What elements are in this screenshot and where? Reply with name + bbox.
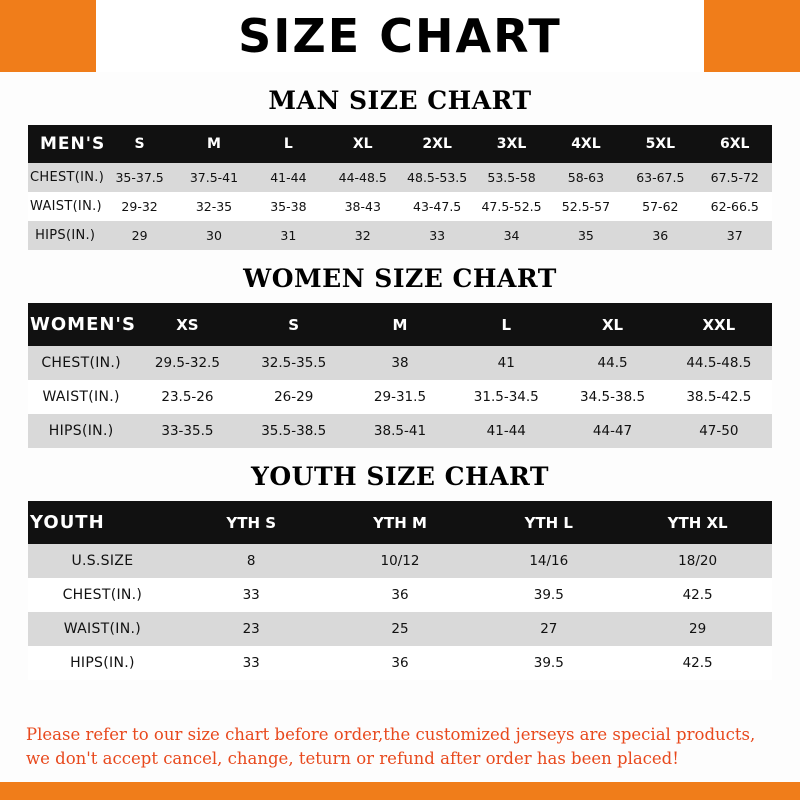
table-row: [28, 612, 772, 646]
cell: 35: [549, 221, 623, 250]
row-label-waist: WAIST(IN.): [28, 612, 177, 646]
cell: 62-66.5: [698, 192, 772, 221]
footer-accent-bar: [0, 782, 800, 800]
cell: 35.5-38.5: [241, 414, 347, 448]
table-women-head: [28, 303, 772, 346]
cell: 25: [326, 612, 475, 646]
row-label-chest: CHEST(IN.): [28, 578, 177, 612]
col-header-m: M: [177, 125, 251, 163]
cell: 30: [177, 221, 251, 250]
cell: 34: [474, 221, 548, 250]
cell: 29: [623, 612, 772, 646]
table-row: [28, 221, 772, 250]
table-header-row: [28, 501, 772, 544]
header-banner: [0, 0, 800, 72]
table-man-body: [28, 163, 772, 250]
section-man: [28, 86, 772, 250]
section-women: [28, 264, 772, 448]
cell: 8: [177, 544, 326, 578]
cell: 34.5-38.5: [559, 380, 665, 414]
table-header-row: [28, 125, 772, 163]
cell: 33: [177, 578, 326, 612]
table-man-head: [28, 125, 772, 163]
col-header-mens: MEN'S: [28, 125, 102, 163]
col-header-xl: XL: [559, 303, 665, 346]
footer-note-line-1: Please refer to our size chart before order,the customized jerseys are special products,: [26, 724, 756, 744]
cell: 38.5-42.5: [666, 380, 772, 414]
table-man: [28, 125, 772, 250]
table-header-row: [28, 303, 772, 346]
cell: 37.5-41: [177, 163, 251, 192]
cell: 29-31.5: [347, 380, 453, 414]
table-women: [28, 303, 772, 448]
cell: 31: [251, 221, 325, 250]
table-youth: [28, 501, 772, 680]
table-women-body: [28, 346, 772, 448]
cell: 32: [326, 221, 400, 250]
cell: 41: [453, 346, 559, 380]
row-label-hips: HIPS(IN.): [28, 414, 134, 448]
section-title-youth: YOUTH SIZE CHART: [251, 462, 549, 491]
cell: 27: [474, 612, 623, 646]
col-header-yth-m: YTH M: [326, 501, 475, 544]
cell: 38-43: [326, 192, 400, 221]
col-header-xs: XS: [134, 303, 240, 346]
table-row: [28, 544, 772, 578]
cell: 35-37.5: [102, 163, 176, 192]
cell: 47.5-52.5: [474, 192, 548, 221]
cell: 14/16: [474, 544, 623, 578]
col-header-6xl: 6XL: [698, 125, 772, 163]
col-header-l: L: [453, 303, 559, 346]
col-header-5xl: 5XL: [623, 125, 697, 163]
table-row: [28, 380, 772, 414]
table-row: [28, 192, 772, 221]
col-header-4xl: 4XL: [549, 125, 623, 163]
col-header-3xl: 3XL: [474, 125, 548, 163]
table-row: [28, 646, 772, 680]
table-row: [28, 578, 772, 612]
cell: 38: [347, 346, 453, 380]
col-header-s: S: [241, 303, 347, 346]
col-header-2xl: 2XL: [400, 125, 474, 163]
cell: 48.5-53.5: [400, 163, 474, 192]
table-row: [28, 414, 772, 448]
cell: 53.5-58: [474, 163, 548, 192]
col-header-xl: XL: [326, 125, 400, 163]
cell: 10/12: [326, 544, 475, 578]
cell: 57-62: [623, 192, 697, 221]
cell: 67.5-72: [698, 163, 772, 192]
chart-content: [0, 72, 800, 711]
col-header-yth-l: YTH L: [474, 501, 623, 544]
cell: 39.5: [474, 646, 623, 680]
cell: 44.5: [559, 346, 665, 380]
row-label-waist: WAIST(IN.): [28, 192, 102, 221]
cell: 43-47.5: [400, 192, 474, 221]
cell: 41-44: [453, 414, 559, 448]
cell: 18/20: [623, 544, 772, 578]
cell: 38.5-41: [347, 414, 453, 448]
cell: 63-67.5: [623, 163, 697, 192]
cell: 32-35: [177, 192, 251, 221]
cell: 36: [623, 221, 697, 250]
row-label-chest: CHEST(IN.): [28, 163, 102, 192]
table-row: [28, 163, 772, 192]
cell: 36: [326, 578, 475, 612]
cell: 29: [102, 221, 176, 250]
cell: 44-47: [559, 414, 665, 448]
cell: 47-50: [666, 414, 772, 448]
cell: 35-38: [251, 192, 325, 221]
table-youth-head: [28, 501, 772, 544]
col-header-l: L: [251, 125, 325, 163]
col-header-s: S: [102, 125, 176, 163]
cell: 41-44: [251, 163, 325, 192]
col-header-yth-s: YTH S: [177, 501, 326, 544]
cell: 32.5-35.5: [241, 346, 347, 380]
row-label-us-size: U.S.SIZE: [28, 544, 177, 578]
cell: 23.5-26: [134, 380, 240, 414]
cell: 31.5-34.5: [453, 380, 559, 414]
cell: 52.5-57: [549, 192, 623, 221]
cell: 23: [177, 612, 326, 646]
cell: 33: [400, 221, 474, 250]
section-title-man: MAN SIZE CHART: [268, 86, 532, 115]
row-label-hips: HIPS(IN.): [28, 221, 102, 250]
footer-note: [0, 711, 800, 783]
cell: 39.5: [474, 578, 623, 612]
row-label-hips: HIPS(IN.): [28, 646, 177, 680]
cell: 29-32: [102, 192, 176, 221]
table-row: [28, 346, 772, 380]
row-label-chest: CHEST(IN.): [28, 346, 134, 380]
col-header-m: M: [347, 303, 453, 346]
col-header-womens: WOMEN'S: [28, 303, 134, 346]
section-youth: [28, 462, 772, 680]
cell: 42.5: [623, 578, 772, 612]
cell: 33-35.5: [134, 414, 240, 448]
cell: 44.5-48.5: [666, 346, 772, 380]
cell: 26-29: [241, 380, 347, 414]
table-youth-body: [28, 544, 772, 680]
cell: 36: [326, 646, 475, 680]
cell: 33: [177, 646, 326, 680]
col-header-xxl: XXL: [666, 303, 772, 346]
cell: 44-48.5: [326, 163, 400, 192]
col-header-yth-xl: YTH XL: [623, 501, 772, 544]
section-title-women: WOMEN SIZE CHART: [243, 264, 557, 293]
cell: 42.5: [623, 646, 772, 680]
col-header-youth: YOUTH: [28, 501, 177, 544]
cell: 29.5-32.5: [134, 346, 240, 380]
cell: 37: [698, 221, 772, 250]
row-label-waist: WAIST(IN.): [28, 380, 134, 414]
cell: 58-63: [549, 163, 623, 192]
page-title: SIZE CHART: [238, 9, 562, 63]
footer-note-line-2: we don't accept cancel, change, teturn or refund after order has been placed!: [26, 749, 679, 769]
